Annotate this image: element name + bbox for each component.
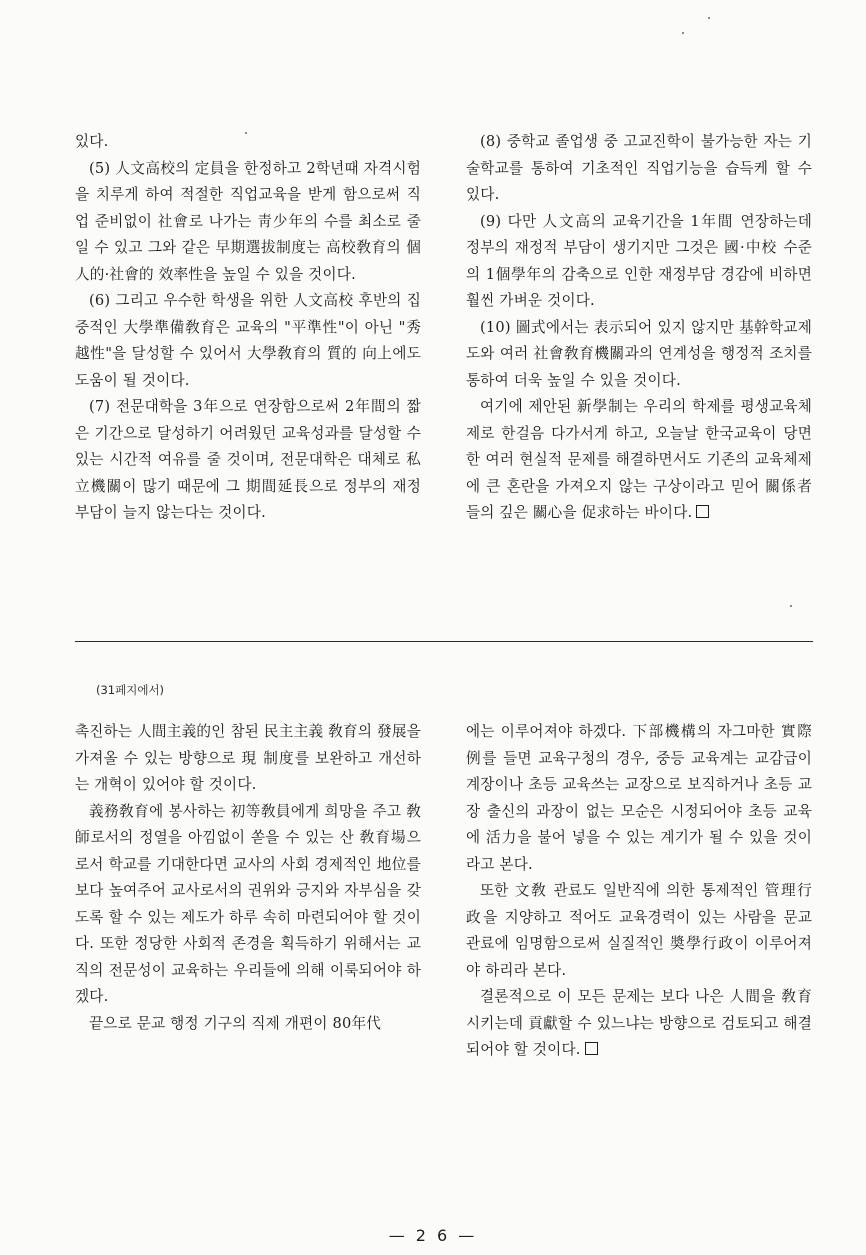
paragraph [466, 394, 812, 527]
square-end-mark-icon [585, 1042, 598, 1055]
paragraph: (8) 중학교 졸업생 중 고교진학이 불가능한 자는 기술학교를 통하여 기초적인 직업기능을 습득케 할 수 있다. [466, 133, 812, 203]
paragraph-text: 결론적으로 이 모든 문제는 보다 나은 人間을 敎育시키는데 貢獻할 수 있느냐는 방향으로 검토되고 해결되어야 할 것이다. [466, 988, 812, 1058]
scan-speck [245, 132, 247, 134]
square-end-mark-icon [696, 505, 709, 518]
paragraph-text: 여기에 제안된 新學制는 우리의 학제를 평생교육체제로 한걸음 다가서게 하고, 오늘날 한국교육이 당면한 여러 현실적 문제를 해결하면서도 기존의 교육체제에 큰 혼란을 가져오지 않는 구상이라고 믿어 關係者들의 깊은 關心을 促求하는 바이다. [466, 398, 812, 521]
paragraph: (5) 人文高校의 定員을 한정하고 2학년때 자격시험을 치루게 하여 적절한 직업교육을 받게 함으로써 직업 준비없이 社會로 나가는 靑少年의 수를 최소로 줄일 수 있고 그와 같은 早期選拔制度는 高校敎育의 個人的·社會的 效率性을 높일 수 있을 것이다. [75, 159, 421, 283]
paragraph: 에는 이루어져야 하겠다. 下部機構의 자그마한 實際 例를 들면 교육구청의 경우, 중등 교육계는 교감급이 계장이나 초등 교육쓰는 교장으로 보직하거나 초등 교장 출신의 과장이 없는 모순은 시정되어야 초등 교육에 活力을 불어 넣을 수 있는 계기가 될 수 있을 것이라고 본다. [466, 723, 812, 873]
paragraph [466, 984, 812, 1064]
scan-speck [682, 32, 684, 34]
paragraph: 촉진하는 人間主義的인 참된 民主主義 敎育의 發展을 가져올 수 있는 방향으로 現 制度를 보완하고 개선하는 개혁이 있어야 할 것이다. [75, 723, 421, 793]
page-number: — 2 6 — [388, 1226, 478, 1245]
paragraph: (9) 다만 人文高의 교육기간을 1年間 연장하는데 정부의 재정적 부담이 생기지만 그것은 國·中校 수준의 1個學年의 감축으로 인한 재정부담 경감에 비하면 훨씬 가벼운 것이다. [466, 212, 812, 309]
paragraph: 있다. [75, 133, 109, 150]
paragraph: 義務敎育에 봉사하는 初等敎員에게 희망을 주고 敎師로서의 정열을 아낌없이 쏟을 수 있는 산 敎育場으로서 학교를 기대한다면 교사의 사회 경제적인 地位를 보다 높여주어 교사로서의 권위와 긍지와 자부심을 갖도록 할 수 있는 제도가 하루 속히 마련되어야 할 것이다. 또한 정당한 사회적 존경을 획득하기 위해서는 교직의 전문성이 교육하는 우리들에 의해 이룩되어야 하겠다. [75, 802, 421, 1005]
lower-left-column [75, 719, 421, 1037]
paragraph: 또한 文敎 관료도 일반직에 의한 통제적인 管理行政을 지양하고 적어도 교육경력이 있는 사람을 문교 관료에 임명함으로써 실질적인 奬學行政이 이루어져야 하리라 본다. [466, 882, 812, 979]
upper-left-column [75, 129, 421, 527]
paragraph: (7) 전문대학을 3年으로 연장함으로써 2年間의 짧은 기간으로 달성하기 어려웠던 교육성과를 달성할 수 있는 시간적 여유를 줄 것이며, 전문대학은 대체로 私立機關이 많기 때문에 그 期間延長으로 정부의 재정부담이 늘지 않는다는 것이다. [75, 398, 421, 521]
paragraph: (10) 圖式에서는 表示되어 있지 않지만 基幹학교제도와 여러 社會敎育機關과의 연계성을 행정적 조치를 통하여 더욱 높일 수 있을 것이다. [466, 318, 812, 389]
continued-note: (31페지에서) [96, 683, 165, 697]
scan-speck [708, 17, 710, 19]
scan-speck [790, 605, 792, 607]
lower-right-column [466, 719, 812, 1064]
paragraph: (6) 그리고 우수한 학생을 위한 人文高校 후반의 집중적인 大學準備敎育은 교육의 "平準性"이 아닌 "秀越性"을 달성할 수 있어서 大學敎育의 質的 向上에도 도움이 될 것이다. [75, 292, 421, 389]
section-divider [75, 641, 813, 642]
upper-right-column [466, 129, 812, 527]
paragraph: 끝으로 문교 행정 기구의 직제 개편이 80年代 [89, 1014, 382, 1032]
